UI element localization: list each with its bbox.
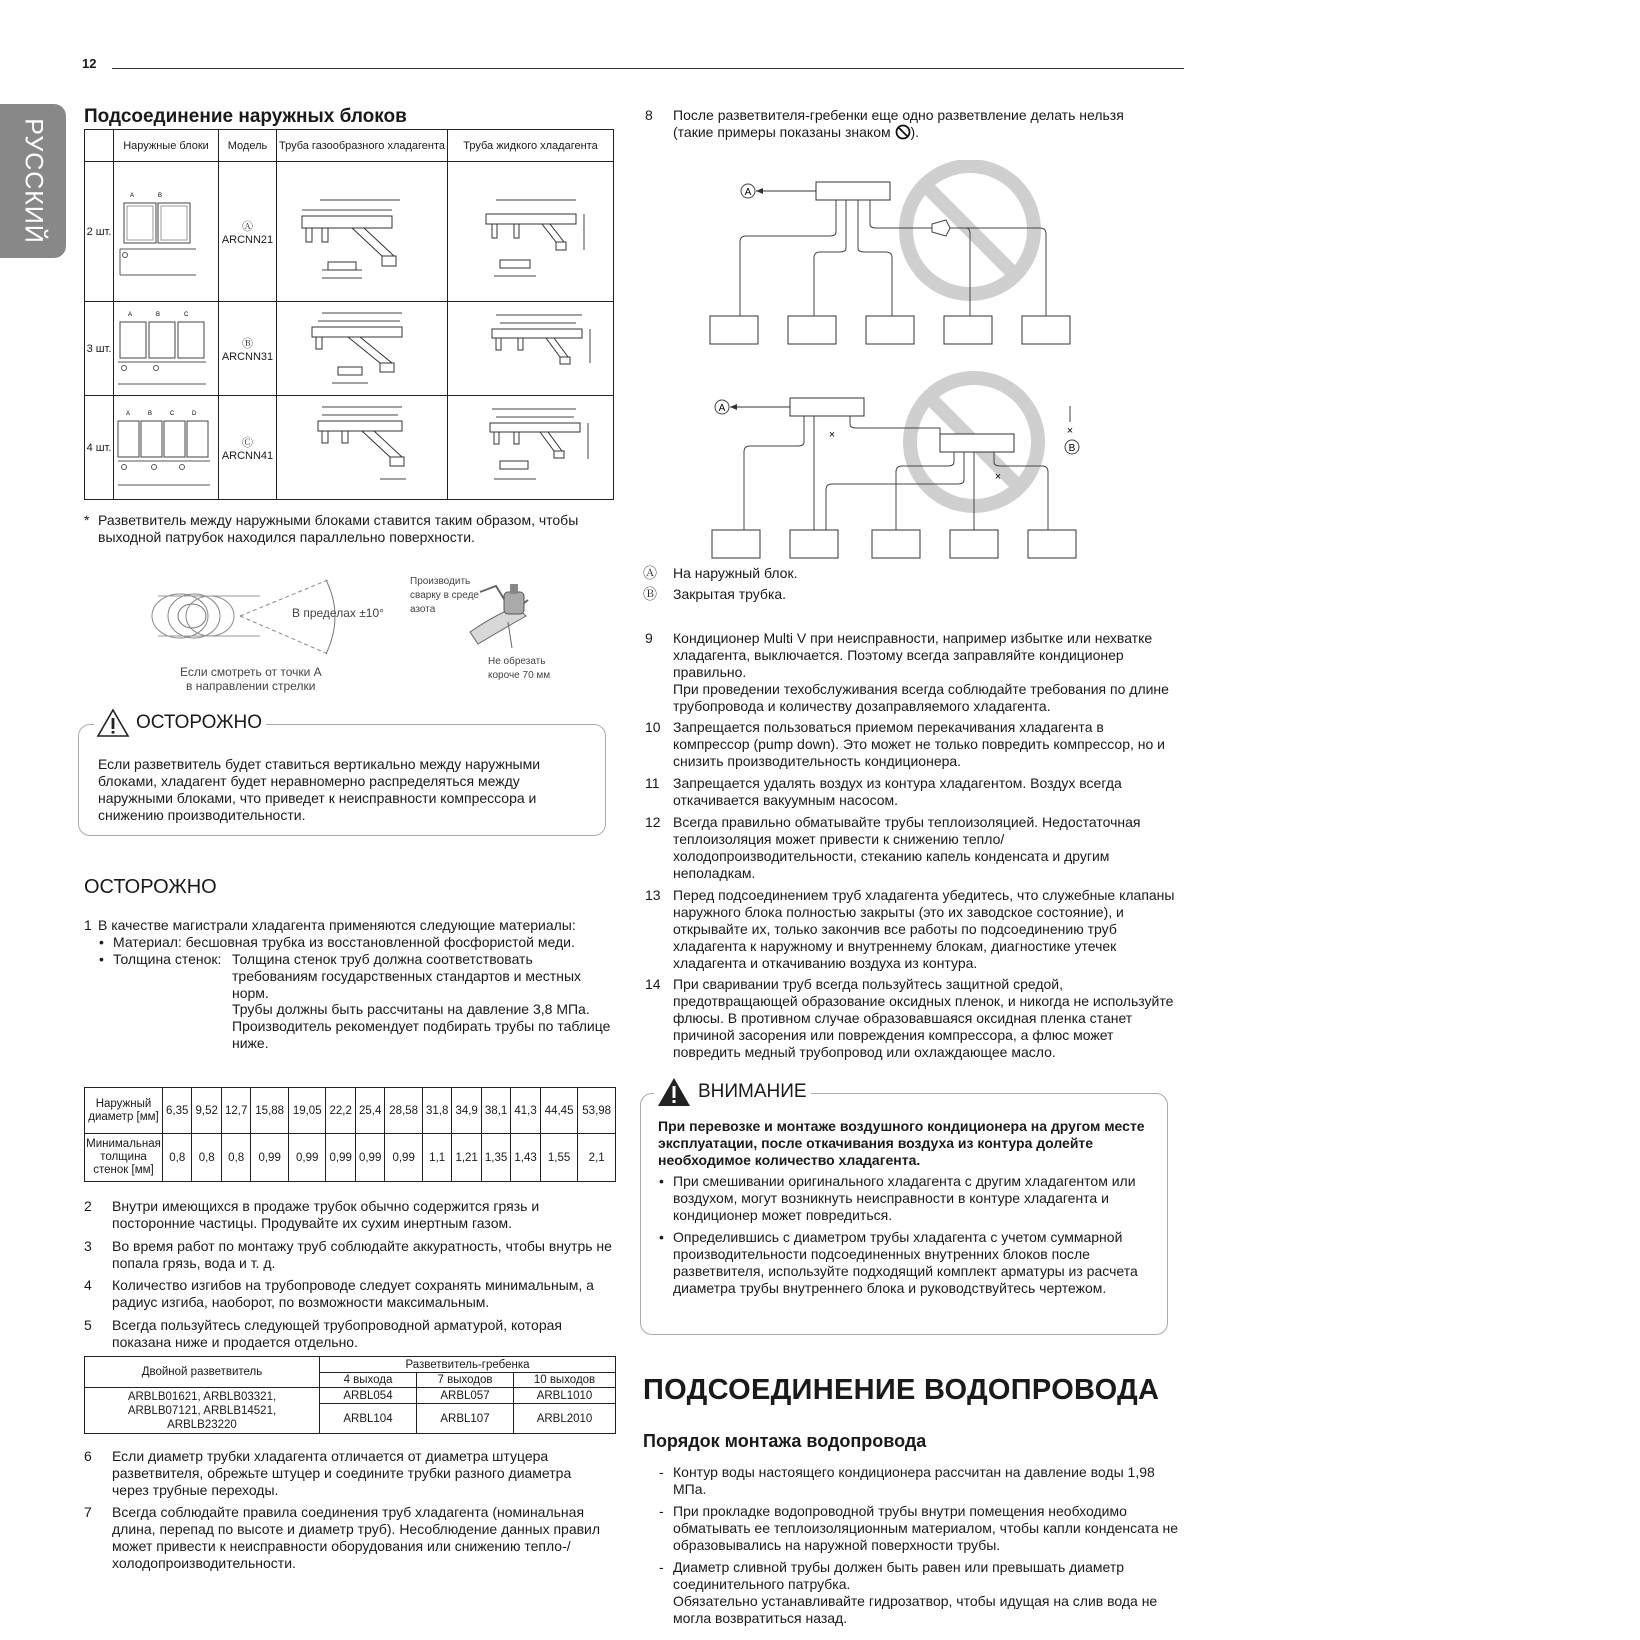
svg-text:C: C — [170, 411, 175, 417]
weld-label-2: сварку в среде — [410, 590, 479, 601]
gas-pipe-drawing — [277, 302, 448, 396]
diameter-cell: 15,88 — [251, 1088, 289, 1134]
item-number: 2 — [84, 1198, 92, 1214]
closed-mark: × — [1066, 425, 1074, 437]
svg-text:B: B — [156, 312, 161, 318]
thickness-cell: 1,35 — [481, 1134, 510, 1182]
item-number: 13 — [645, 887, 661, 903]
outdoor-units-drawing — [114, 302, 219, 396]
thickness-cell: 2,1 — [578, 1134, 616, 1182]
double-branch-models: ARBLB01621, ARBLB03321, ARBLB07121, ARBLB14521, ARBLB23220 — [85, 1388, 320, 1434]
comb-model-cell: ARBL057 — [417, 1388, 514, 1404]
liquid-pipe-diagram — [456, 399, 606, 493]
liquid-pipe-diagram — [456, 170, 606, 290]
item-number: 6 — [84, 1448, 92, 1464]
row-count: 2 шт. — [85, 162, 114, 302]
svg-text:A: A — [126, 411, 131, 417]
item-number: 12 — [645, 814, 661, 830]
four-units-icon — [116, 401, 216, 491]
liquid-pipe-drawing — [448, 396, 614, 500]
item-number: 4 — [84, 1277, 92, 1293]
header-outdoor-units: Наружные блоки — [114, 130, 219, 162]
footnote-text: Разветвитель между наружными блоками ставится таким образом, чтобы выходной патрубок находился параллельно поверхности. — [98, 512, 579, 545]
gas-pipe-drawing — [277, 162, 448, 302]
item-text: Запрещается удалять воздух из контура хладагентом. Воздух всегда откачивается вакуумным насосом. — [673, 775, 1122, 808]
warning-box-title — [654, 1076, 811, 1108]
closed-mark: × — [994, 471, 1002, 483]
thickness-text: Толщина стенок труб должна соответствовать требованиям государственных стандартов и местных норм. — [232, 951, 582, 1001]
thickness-cell: 0,99 — [288, 1134, 326, 1182]
water-item-cont: Обязательно устанавливайте гидрозатвор, чтобы идущая на слив вода не могла возвратиться назад. — [673, 1593, 1158, 1626]
item-text: Всегда соблюдайте правила соединения труб хладагента (номинальная длина, перепад по высоте и диаметр труб). Несоблюдение данных правил может привести к неисправности оборудования или снижению тепло-/холодопроизводительности. — [112, 1504, 601, 1571]
comb-model-cell: ARBL054 — [320, 1388, 417, 1404]
item-text: В качестве магистрали хладагента применяются следующие материалы: — [98, 917, 576, 933]
item-text-cont: При проведении техобслуживания всегда соблюдайте требования по длине трубопровода и количеству дозаправляемого хладагента. — [673, 681, 1169, 714]
item-number: 1 — [84, 917, 92, 933]
weld-label-1: Производить — [410, 576, 471, 587]
prohibited-icon — [895, 124, 911, 140]
item-text: После разветвителя-гребенки еще одно разветвление делать нельзя — [673, 107, 1124, 123]
warning-title-text: ВНИМАНИЕ — [698, 1081, 807, 1102]
gas-pipe-diagram — [282, 303, 442, 391]
thickness-cell: 0,99 — [355, 1134, 384, 1182]
item-number: 14 — [645, 976, 661, 992]
language-tab-label: РУССКИЙ — [19, 118, 48, 244]
liquid-pipe-diagram — [456, 303, 606, 391]
weld-label-3: азота — [410, 604, 436, 615]
legend-symbol-a: Ⓐ — [643, 565, 657, 581]
section-title-outdoor: Подсоединение наружных блоков — [84, 106, 407, 127]
caution-title-text: ОСТОРОЖНО — [136, 712, 263, 733]
thickness-cell: 0,99 — [385, 1134, 423, 1182]
outdoor-units-drawing — [114, 162, 219, 302]
item-text-end: ). — [910, 124, 920, 140]
diameter-cell: 22,2 — [326, 1088, 355, 1134]
item-text: Перед подсоединением труб хладагента убедитесь, что служебные клапаны наружного блока полностью закрыты (это их заводское состояние), и открывайте их, только закончив все работы по подсоединению труб хладагента к наружному и внутреннему блокам, диагностике утечек хладагента и откачиванию воздуха из контура. — [673, 887, 1175, 971]
table-row — [85, 1357, 616, 1373]
svg-text:A: A — [130, 193, 135, 199]
thickness-label: Толщина стенок: — [113, 951, 222, 967]
caution-box-text: Если разветвитель будет ставиться вертикально между наружными блоками, хладагент будет неравномерно распределяться между наружными блоками, что приведет к неисправности компрессора и снижению производительности. — [98, 756, 541, 823]
water-item: - При прокладке водопроводной трубы внутри помещения необходимо обматывать ее теплоизоляционным материалом, чтобы капли конденсата не образовывались на наружной поверхности трубы. — [673, 1503, 1179, 1554]
thickness-cell: 1,1 — [422, 1134, 451, 1182]
liquid-pipe-drawing — [448, 162, 614, 302]
view-label-1: Если смотреть от точки А — [180, 665, 322, 679]
outdoor-units-drawing — [114, 396, 219, 500]
header-rule — [112, 68, 1184, 69]
item-text: Всегда пользуйтесь следующей трубопроводной арматурой, которая показана ниже и продается отдельно. — [112, 1317, 562, 1350]
warning-bold-text: При перевозке и монтаже воздушного кондиционера на другом месте эксплуатации, после откачивания воздуха из контура долейте необходимое количество хладагента. — [658, 1118, 1145, 1168]
item-text: Всегда правильно обматывайте трубы теплоизоляцией. Недостаточная теплоизоляция может привести к снижению тепло/холодопроизводительности, стеканию капель конденсата и другим неполадкам. — [673, 814, 1141, 881]
thickness-label: Минимальная толщина стенок [мм] — [85, 1134, 163, 1182]
thickness-cell: 1,55 — [540, 1134, 578, 1182]
diameter-cell: 6,35 — [163, 1088, 192, 1134]
prohibited-branching-diagram — [700, 160, 1090, 560]
model-cell: Ⓑ ARCNN31 — [219, 302, 277, 396]
fittings-table — [84, 1356, 616, 1434]
outdoor-units-table — [84, 129, 614, 500]
gas-pipe-drawing — [277, 396, 448, 500]
diameter-cell: 53,98 — [578, 1088, 616, 1134]
item-number: 7 — [84, 1504, 92, 1520]
item-number: 9 — [645, 630, 653, 646]
comb-model-cell: ARBL107 — [417, 1404, 514, 1434]
table-row — [85, 1088, 616, 1134]
table-row — [85, 1134, 616, 1182]
header-comb-branch: Разветвитель-гребенка — [320, 1357, 616, 1373]
cut-label-2: короче 70 мм — [488, 670, 551, 681]
svg-text:C: C — [184, 312, 189, 318]
pipe-thickness-table — [84, 1087, 616, 1182]
view-label-2: в направлении стрелки — [186, 679, 316, 693]
caution-heading: ОСТОРОЖНО — [84, 876, 217, 898]
three-units-icon — [116, 304, 216, 390]
item-number: 10 — [645, 719, 661, 735]
thickness-cell: 1,43 — [511, 1134, 540, 1182]
pressure-text: Трубы должны быть рассчитаны на давление 3,8 МПа. Производитель рекомендует подбирать трубы по таблице ниже. — [232, 1001, 611, 1051]
diameter-cell: 38,1 — [481, 1088, 510, 1134]
label-a-top: A — [744, 187, 752, 198]
thickness-cell: 0,99 — [326, 1134, 355, 1182]
branch-install-diagram — [140, 562, 590, 696]
warning-bullet: • Определившись с диаметром трубы хладагента с учетом суммарной производительности подсоединенных внутренних блоков после разветвителя, используйте подходящий комплект арматуры из расчета диаметра трубы внутреннего блока и руководствуйтесь чертежом. — [673, 1229, 1153, 1297]
row-count: 3 шт. — [85, 302, 114, 396]
legend-symbol-b: Ⓑ — [643, 586, 657, 602]
label-a-bottom: A — [718, 403, 726, 414]
page-number: 12 — [82, 56, 97, 71]
header-liquid-pipe: Труба жидкого хладагента — [448, 130, 614, 162]
diameter-cell: 44,45 — [540, 1088, 578, 1134]
diameter-cell: 12,7 — [221, 1088, 250, 1134]
model-cell: Ⓒ ARCNN41 — [219, 396, 277, 500]
two-units-icon — [116, 175, 216, 285]
warning-bullet: • При смешивании оригинального хладагента с другим хладагентом или воздухом, могут возникнуть неисправности в контуре хладагента и кондиционер может повредиться. — [673, 1173, 1153, 1224]
water-subtitle: Порядок монтажа водопровода — [643, 1431, 927, 1451]
comb-model-cell: ARBL104 — [320, 1404, 417, 1434]
table-corner — [85, 130, 114, 162]
item-text-cont — [673, 124, 919, 141]
item-number: 3 — [84, 1238, 92, 1254]
item-text: Количество изгибов на трубопроводе следует сохранять минимальным, а радиус изгиба, наоборот, по возможности максимальным. — [112, 1277, 594, 1310]
table-row — [85, 1388, 616, 1404]
comb-model-cell: ARBL1010 — [514, 1388, 616, 1404]
item-number: 11 — [645, 775, 660, 791]
item-number: 8 — [645, 107, 653, 123]
liquid-pipe-drawing — [448, 302, 614, 396]
item-text: При сваривании труб всегда пользуйтесь защитной средой, предотвращающей образование оксидных пленок, и никогда не используйте флюсы. В противном случае образовавшаяся оксидная пленка станет причиной засорения или повреждения компрессора, а флюс может повредить медный трубопровод или охлаждающее масло. — [673, 976, 1174, 1060]
sub-header: 4 выхода — [320, 1373, 417, 1388]
bullet: • — [99, 951, 104, 967]
item-text-start: (такие примеры показаны знаком — [673, 124, 891, 140]
warning-filled-icon — [656, 1076, 692, 1108]
water-item: - Контур воды настоящего кондиционера рассчитан на давление воды 1,98 МПа. — [673, 1464, 1179, 1498]
language-tab — [0, 104, 66, 258]
header-model: Модель — [219, 130, 277, 162]
diameter-cell: 19,05 — [288, 1088, 326, 1134]
gas-pipe-diagram — [282, 170, 442, 290]
water-item: - Диаметр сливной трубы должен быть равен или превышать диаметр соединительного патрубка. — [673, 1559, 1179, 1593]
closed-mark: × — [828, 429, 836, 441]
legend-text-b: Закрытая трубка. — [673, 586, 787, 602]
thickness-cell: 0,8 — [163, 1134, 192, 1182]
svg-text:B: B — [148, 411, 153, 417]
thickness-cell: 0,8 — [221, 1134, 250, 1182]
warning-triangle-icon — [96, 708, 130, 738]
thickness-cell: 0,99 — [251, 1134, 289, 1182]
header-gas-pipe: Труба газообразного хладагента — [277, 130, 448, 162]
bullet: • — [99, 934, 104, 950]
diameter-cell: 28,58 — [385, 1088, 423, 1134]
diameter-label: Наружный диаметр [мм] — [85, 1088, 163, 1134]
cut-label-1: Не обрезать — [488, 656, 546, 667]
item-text: Во время работ по монтажу труб соблюдайте аккуратность, чтобы внутрь не попала грязь, вода и т. д. — [112, 1238, 612, 1271]
item-number: 5 — [84, 1317, 92, 1333]
item-text: Кондиционер Multi V при неисправности, например избытке или нехватке хладагента, выключается. Поэтому всегда заправляйте кондиционер правильно. — [673, 630, 1153, 680]
svg-text:D: D — [192, 411, 197, 417]
diameter-cell: 9,52 — [192, 1088, 221, 1134]
diameter-cell: 41,3 — [511, 1088, 540, 1134]
comb-model-cell: ARBL2010 — [514, 1404, 616, 1434]
gas-pipe-diagram — [282, 399, 442, 493]
item-text: Запрещается пользоваться приемом перекачивания хладагента в компрессор (pump down). Это может не только повредить компрессор, но и снизить производительность кондиционера. — [673, 719, 1165, 769]
footnote-star: * — [84, 512, 90, 528]
range-label: В пределах ±10° — [292, 606, 384, 620]
svg-text:B: B — [158, 193, 163, 199]
label-b: B — [1068, 443, 1076, 454]
thickness-cell: 1,21 — [452, 1134, 481, 1182]
material-bullet: Материал: бесшовная трубка из восстановленной фосфористой меди. — [113, 934, 575, 950]
sub-header: 7 выходов — [417, 1373, 514, 1388]
diameter-cell: 31,8 — [422, 1088, 451, 1134]
model-cell: Ⓐ ARCNN21 — [219, 162, 277, 302]
item-text: Если диаметр трубки хладагента отличается от диаметра штуцера разветвителя, обрежьте штуцер и соедините трубки разного диаметра через трубные переходы. — [112, 1448, 572, 1498]
diameter-cell: 34,9 — [452, 1088, 481, 1134]
item-text: Внутри имеющихся в продаже трубок обычно содержится грязь и посторонние частицы. Продувайте их сухим инертным газом. — [112, 1198, 540, 1231]
double-branch-header: Двойной разветвитель — [85, 1357, 320, 1388]
row-count: 4 шт. — [85, 396, 114, 500]
svg-text:A: A — [128, 312, 133, 318]
diameter-cell: 25,4 — [355, 1088, 384, 1134]
legend-text-a: На наружный блок. — [673, 565, 798, 581]
sub-header: 10 выходов — [514, 1373, 616, 1388]
caution-box-title — [94, 708, 266, 738]
water-section-title: ПОДСОЕДИНЕНИЕ ВОДОПРОВОДА — [643, 1374, 1160, 1406]
thickness-cell: 0,8 — [192, 1134, 221, 1182]
